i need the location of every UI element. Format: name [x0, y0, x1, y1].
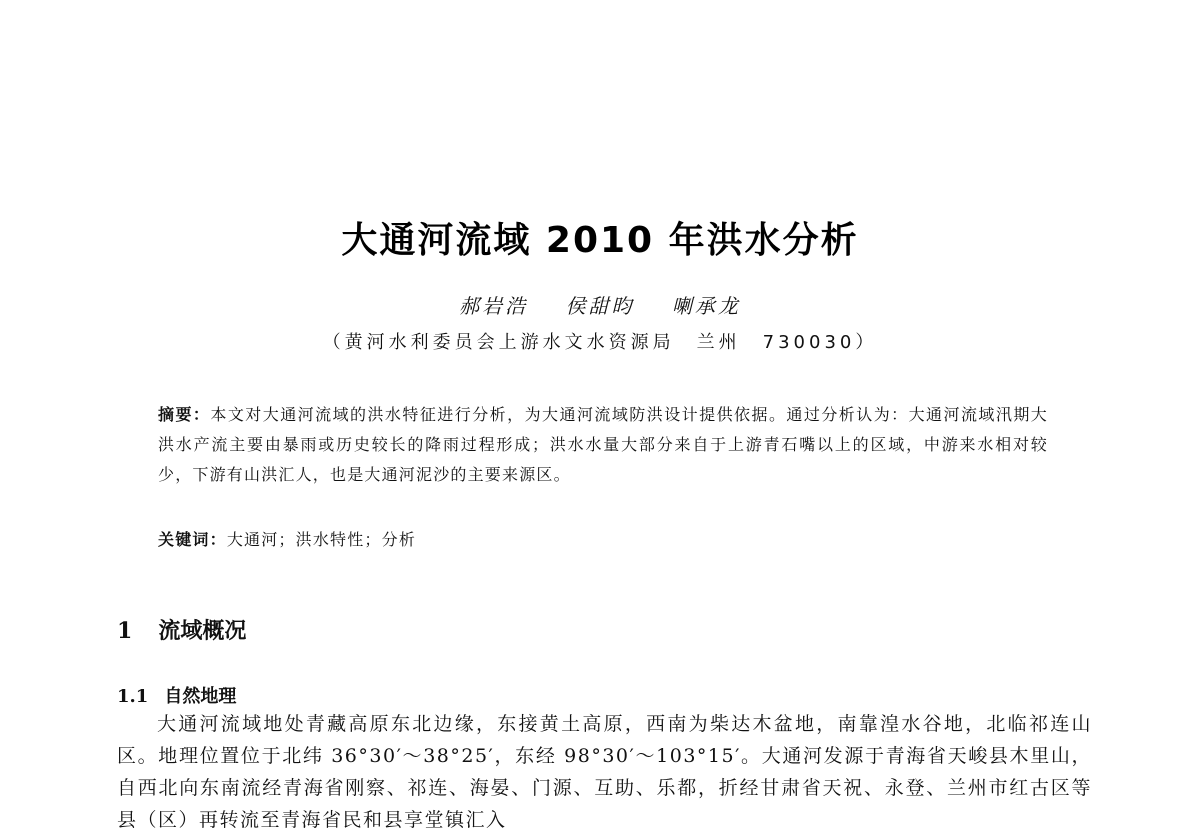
- paper-title: 大通河流域 2010 年洪水分析: [341, 220, 859, 261]
- abstract-text: 本文对大通河流域的洪水特征进行分析，为大通河流域防洪设计提供依据。通过分析认为：大通河流域汛期大洪水产流主要由暴雨或历史较长的降雨过程形成；洪水水量大部分来自于上游青石嘴以上的区域，中游来水相对较少，下游有山洪汇人，也是大通河泥沙的主要来源区。: [158, 405, 1048, 484]
- section-number: 1: [117, 618, 133, 644]
- keywords: [158, 527, 416, 550]
- author-name: 郝岩浩: [459, 294, 529, 318]
- body-paragraph: 大通河流域地处青藏高原东北边缘，东接黄土高原，西南为柴达木盆地，南靠湟水谷地，北临祁连山区。地理位置位于北纬 36°30′～38°25′，东经 98°30′～103°15′。大通河发源于青海省天峻县木里山，自西北向东南流经青海省刚察、祁连、海晏、门源、互助、乐都，折经甘肃省天祝、永登、兰州市红古区等县（区）再转流至青海省民和县享堂镇汇入: [117, 713, 1092, 831]
- section-title: 流域概况: [158, 619, 247, 644]
- author-name: 侯甜昀: [565, 294, 635, 318]
- abstract-label: 摘要：: [158, 405, 211, 424]
- author-list: [0, 290, 1200, 319]
- subsection-heading: [117, 682, 236, 708]
- subsection-title: 自然地理: [164, 686, 237, 707]
- author-name: 喇承龙: [671, 294, 741, 318]
- author-affiliation: （黄河水利委员会上游水文水资源局 兰州 730030）: [322, 332, 878, 353]
- keywords-text: 大通河；洪水特性；分析: [226, 530, 417, 549]
- section-heading: [117, 614, 246, 645]
- subsection-number: 1.1: [117, 686, 149, 707]
- keywords-label: 关键词：: [158, 530, 227, 549]
- abstract: [158, 400, 1048, 490]
